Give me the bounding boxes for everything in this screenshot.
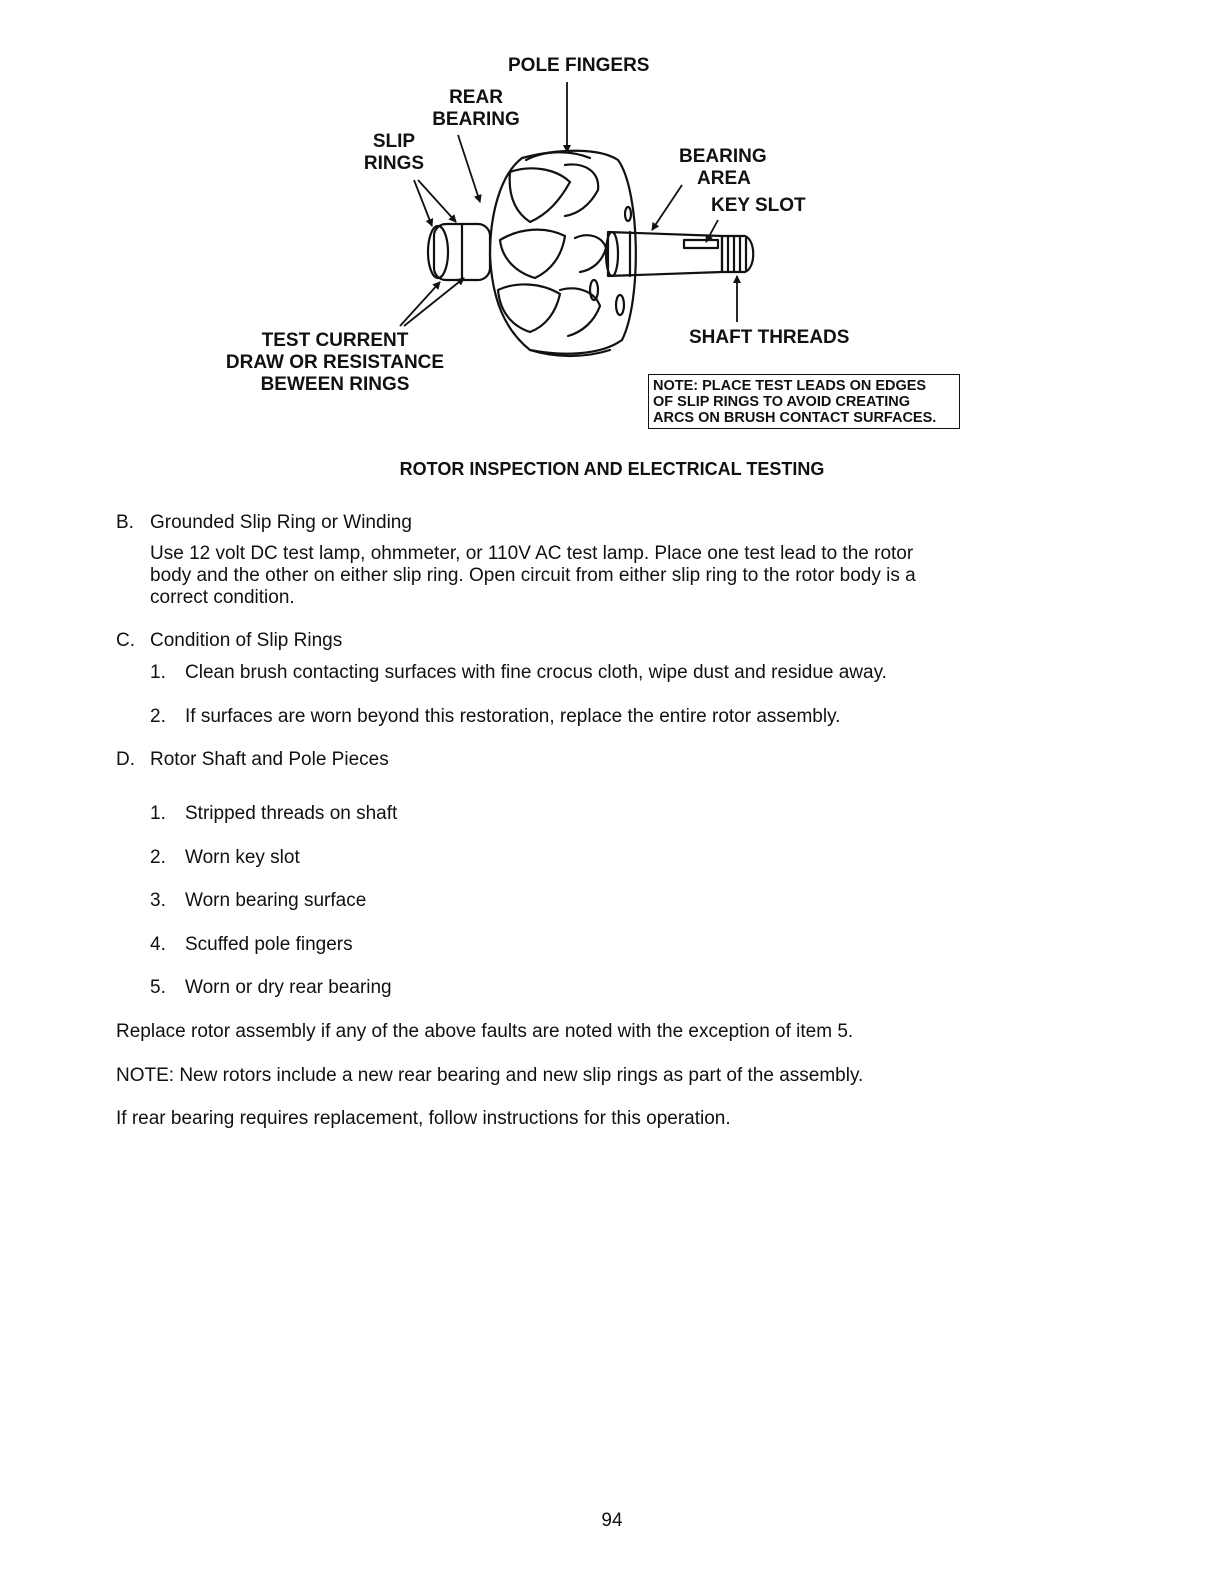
list-item-number: 1. xyxy=(150,662,166,683)
bearing-area-leader xyxy=(652,185,682,230)
note-line: NOTE: PLACE TEST LEADS ON EDGES xyxy=(653,378,927,394)
slip-rings-label-1: SLIP xyxy=(372,131,416,152)
figure-caption: ROTOR INSPECTION AND ELECTRICAL TESTING xyxy=(399,459,825,479)
test-label-3: BEWEEN RINGS xyxy=(260,374,410,395)
list-item-number: 3. xyxy=(150,890,166,911)
section-d-title: Rotor Shaft and Pole Pieces xyxy=(150,749,389,770)
list-item-number: 2. xyxy=(150,706,166,727)
list-item-number: 4. xyxy=(150,934,166,955)
note-line: OF SLIP RINGS TO AVOID CREATING xyxy=(653,394,910,410)
key-slot-leader xyxy=(706,220,718,242)
rear-bearing-leader xyxy=(458,135,480,202)
list-item: If surfaces are worn beyond this restoration, replace the entire rotor assembly. xyxy=(185,706,841,727)
section-b-body-line: body and the other on either slip ring. Open circuit from either slip ring to the rotor body is a xyxy=(150,565,916,586)
rotor-body xyxy=(490,151,636,354)
pole-finger xyxy=(565,164,598,216)
key-slot-label: KEY SLOT xyxy=(711,195,806,216)
slip-rings-leader-b xyxy=(418,180,456,222)
pole-finger xyxy=(560,288,600,336)
list-item: Scuffed pole fingers xyxy=(185,934,353,955)
section-c-letter: C. xyxy=(116,630,135,651)
rear-bearing-label-1: REAR xyxy=(449,87,503,108)
shaft xyxy=(608,232,722,276)
closing-note: NOTE: New rotors include a new rear bearing and new slip rings as part of the assembly. xyxy=(116,1065,864,1086)
closing-paragraph: If rear bearing requires replacement, follow instructions for this operation. xyxy=(116,1108,731,1129)
shaft-threads xyxy=(722,236,753,272)
list-item: Worn or dry rear bearing xyxy=(185,977,392,998)
pole-finger xyxy=(500,230,565,278)
list-item: Clean brush contacting surfaces with fine crocus cloth, wipe dust and residue away. xyxy=(185,662,887,683)
bearing-area-label-1: BEARING xyxy=(679,146,767,167)
rear-bearing-label-2: BEARING xyxy=(432,109,520,130)
pole-finger xyxy=(510,168,570,222)
list-item-number: 2. xyxy=(150,847,166,868)
slip-rings-label-2: RINGS xyxy=(363,153,425,174)
section-b-body-line: correct condition. xyxy=(150,587,295,608)
list-item: Stripped threads on shaft xyxy=(185,803,398,824)
test-label-1: TEST CURRENT xyxy=(261,330,409,351)
test-leader-b xyxy=(404,278,464,326)
test-leader-a xyxy=(400,282,440,326)
closing-paragraph: Replace rotor assembly if any of the above faults are noted with the exception of item 5. xyxy=(116,1021,854,1042)
list-item: Worn key slot xyxy=(185,847,300,868)
shaft-threads-label: SHAFT THREADS xyxy=(689,327,850,348)
list-item: Worn bearing surface xyxy=(185,890,367,911)
test-label-2: DRAW OR RESISTANCE xyxy=(225,352,445,373)
note-box xyxy=(648,374,960,429)
key-slot-mark xyxy=(684,240,718,248)
note-line: ARCS ON BRUSH CONTACT SURFACES. xyxy=(653,410,937,426)
slip-rings-leader-a xyxy=(414,180,432,226)
section-d-letter: D. xyxy=(116,749,135,770)
pole-fingers-label: POLE FINGERS xyxy=(508,55,650,76)
section-b-title: Grounded Slip Ring or Winding xyxy=(150,512,412,533)
section-c-title: Condition of Slip Rings xyxy=(150,630,343,651)
section-b-letter: B. xyxy=(116,512,134,533)
list-item-number: 5. xyxy=(150,977,166,998)
section-b-body-line: Use 12 volt DC test lamp, ohmmeter, or 110V AC test lamp. Place one test lead to the rotor xyxy=(150,543,914,564)
page-number: 94 xyxy=(601,1510,623,1531)
list-item-number: 1. xyxy=(150,803,166,824)
bearing-area-label-2: AREA xyxy=(697,168,751,189)
